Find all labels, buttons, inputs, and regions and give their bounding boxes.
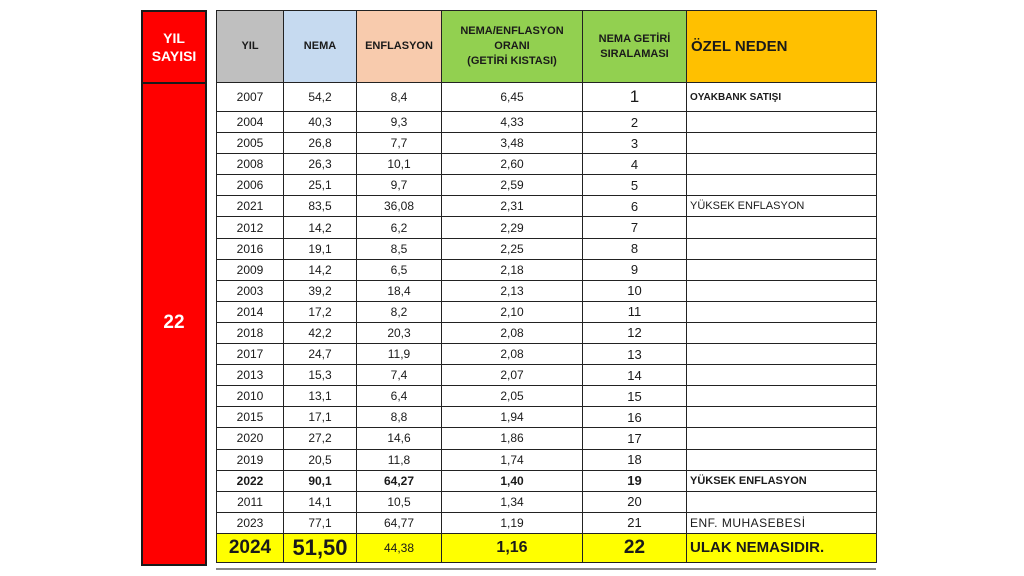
cell-enflasyon: 8,8 xyxy=(357,407,442,428)
cell-ratio: 2,18 xyxy=(442,259,583,280)
cell-nema: 26,8 xyxy=(284,133,357,154)
year-count-value: 22 xyxy=(163,312,185,333)
cell-reason xyxy=(687,175,877,196)
cell-yil: 2019 xyxy=(217,449,284,470)
cell-yil: 2018 xyxy=(217,322,284,343)
cell-rank: 9 xyxy=(583,259,687,280)
table-row xyxy=(217,280,877,301)
cell-enflasyon: 64,27 xyxy=(357,470,442,491)
table-row xyxy=(217,175,877,196)
cell-enflasyon: 10,5 xyxy=(357,491,442,512)
cell-ratio: 2,59 xyxy=(442,175,583,196)
table-row xyxy=(217,217,877,238)
cell-rank: 2 xyxy=(583,112,687,133)
cell-rank: 7 xyxy=(583,217,687,238)
cell-reason xyxy=(687,133,877,154)
cell-reason: ULAK NEMASIDIR. xyxy=(687,533,877,562)
cell-rank: 6 xyxy=(583,196,687,217)
cell-reason xyxy=(687,344,877,365)
cell-enflasyon: 11,9 xyxy=(357,344,442,365)
table-row xyxy=(217,154,877,175)
cell-yil: 2006 xyxy=(217,175,284,196)
year-count-title-line1: YIL xyxy=(163,30,185,46)
cell-reason xyxy=(687,154,877,175)
cell-ratio: 4,33 xyxy=(442,112,583,133)
cell-ratio: 3,48 xyxy=(442,133,583,154)
year-count-column xyxy=(141,10,207,566)
cell-reason: YÜKSEK ENFLASYON xyxy=(687,196,877,217)
table-row xyxy=(217,407,877,428)
cell-ratio: 2,08 xyxy=(442,322,583,343)
table-row xyxy=(217,533,877,562)
table-row xyxy=(217,428,877,449)
cell-nema: 42,2 xyxy=(284,322,357,343)
table-row xyxy=(217,301,877,322)
cell-enflasyon: 7,7 xyxy=(357,133,442,154)
cell-yil: 2020 xyxy=(217,428,284,449)
year-count-title-line2: SAYISI xyxy=(151,48,197,64)
cell-enflasyon: 8,2 xyxy=(357,301,442,322)
cell-nema: 27,2 xyxy=(284,428,357,449)
cell-nema: 17,1 xyxy=(284,407,357,428)
cell-rank: 11 xyxy=(583,301,687,322)
header-ratio-line1: NEMA/ENFLASYON xyxy=(460,25,564,37)
cell-nema: 40,3 xyxy=(284,112,357,133)
cell-nema: 24,7 xyxy=(284,344,357,365)
cell-enflasyon: 9,3 xyxy=(357,112,442,133)
table-row xyxy=(217,386,877,407)
cell-yil: 2022 xyxy=(217,470,284,491)
cell-reason xyxy=(687,301,877,322)
cell-reason xyxy=(687,217,877,238)
cell-ratio: 2,31 xyxy=(442,196,583,217)
cell-ratio: 1,16 xyxy=(442,533,583,562)
cell-ratio: 2,29 xyxy=(442,217,583,238)
cell-nema: 14,1 xyxy=(284,491,357,512)
cell-rank: 20 xyxy=(583,491,687,512)
cell-yil: 2004 xyxy=(217,112,284,133)
cell-yil: 2012 xyxy=(217,217,284,238)
cell-enflasyon: 6,2 xyxy=(357,217,442,238)
header-ratio-line2: ORANI xyxy=(494,40,530,52)
cell-enflasyon: 6,4 xyxy=(357,386,442,407)
cell-yil: 2024 xyxy=(217,533,284,562)
cell-reason: ENF. MUHASEBESİ xyxy=(687,512,877,533)
cell-rank: 5 xyxy=(583,175,687,196)
table-row xyxy=(217,512,877,533)
cell-reason xyxy=(687,407,877,428)
table-row xyxy=(217,196,877,217)
cell-rank: 21 xyxy=(583,512,687,533)
table-row xyxy=(217,83,877,112)
cell-nema: 26,3 xyxy=(284,154,357,175)
table-body xyxy=(217,83,877,563)
cell-rank: 8 xyxy=(583,238,687,259)
cell-ratio: 2,07 xyxy=(442,365,583,386)
cell-ratio: 2,10 xyxy=(442,301,583,322)
table-row xyxy=(217,344,877,365)
cell-ratio: 2,05 xyxy=(442,386,583,407)
table-row xyxy=(217,112,877,133)
cell-enflasyon: 9,7 xyxy=(357,175,442,196)
bottom-divider xyxy=(216,568,876,570)
cell-reason xyxy=(687,491,877,512)
cell-yil: 2007 xyxy=(217,83,284,112)
cell-enflasyon: 36,08 xyxy=(357,196,442,217)
cell-rank: 1 xyxy=(583,83,687,112)
cell-yil: 2013 xyxy=(217,365,284,386)
cell-nema: 39,2 xyxy=(284,280,357,301)
header-reason: ÖZEL NEDEN xyxy=(687,11,877,83)
cell-nema: 20,5 xyxy=(284,449,357,470)
cell-yil: 2005 xyxy=(217,133,284,154)
cell-yil: 2023 xyxy=(217,512,284,533)
cell-enflasyon: 10,1 xyxy=(357,154,442,175)
header-rank-line2: SIRALAMASI xyxy=(600,47,669,60)
table-row xyxy=(217,259,877,280)
header-enflasyon: ENFLASYON xyxy=(357,11,442,83)
cell-nema: 14,2 xyxy=(284,217,357,238)
cell-yil: 2014 xyxy=(217,301,284,322)
header-yil: YIL xyxy=(217,11,284,83)
cell-ratio: 1,40 xyxy=(442,470,583,491)
cell-reason xyxy=(687,280,877,301)
cell-yil: 2016 xyxy=(217,238,284,259)
header-nema: NEMA xyxy=(284,11,357,83)
cell-nema: 17,2 xyxy=(284,301,357,322)
cell-nema: 25,1 xyxy=(284,175,357,196)
cell-rank: 15 xyxy=(583,386,687,407)
header-rank xyxy=(583,11,687,83)
header-ratio xyxy=(442,11,583,83)
cell-rank: 19 xyxy=(583,470,687,491)
cell-reason xyxy=(687,259,877,280)
cell-yil: 2010 xyxy=(217,386,284,407)
header-ratio-line3: (GETİRİ KISTASI) xyxy=(467,55,557,67)
cell-reason xyxy=(687,386,877,407)
cell-reason xyxy=(687,238,877,259)
cell-ratio: 1,94 xyxy=(442,407,583,428)
cell-rank: 13 xyxy=(583,344,687,365)
cell-ratio: 1,19 xyxy=(442,512,583,533)
table-row xyxy=(217,365,877,386)
cell-enflasyon: 7,4 xyxy=(357,365,442,386)
cell-ratio: 1,34 xyxy=(442,491,583,512)
cell-ratio: 1,74 xyxy=(442,449,583,470)
cell-enflasyon: 18,4 xyxy=(357,280,442,301)
table-row xyxy=(217,470,877,491)
cell-enflasyon: 8,4 xyxy=(357,83,442,112)
nema-ranking-table xyxy=(216,10,877,563)
cell-nema: 51,50 xyxy=(284,533,357,562)
cell-yil: 2003 xyxy=(217,280,284,301)
cell-ratio: 2,25 xyxy=(442,238,583,259)
cell-enflasyon: 8,5 xyxy=(357,238,442,259)
header-row xyxy=(217,11,877,83)
cell-yil: 2021 xyxy=(217,196,284,217)
cell-rank: 3 xyxy=(583,133,687,154)
cell-rank: 10 xyxy=(583,280,687,301)
cell-nema: 77,1 xyxy=(284,512,357,533)
cell-reason xyxy=(687,449,877,470)
cell-ratio: 2,60 xyxy=(442,154,583,175)
cell-yil: 2017 xyxy=(217,344,284,365)
table-row xyxy=(217,449,877,470)
table-row xyxy=(217,133,877,154)
header-rank-line1: NEMA GETİRİ xyxy=(598,32,671,45)
cell-reason xyxy=(687,365,877,386)
cell-yil: 2011 xyxy=(217,491,284,512)
table-row xyxy=(217,322,877,343)
cell-nema: 14,2 xyxy=(284,259,357,280)
cell-nema: 13,1 xyxy=(284,386,357,407)
cell-enflasyon: 44,38 xyxy=(357,533,442,562)
cell-rank: 12 xyxy=(583,322,687,343)
cell-yil: 2009 xyxy=(217,259,284,280)
cell-ratio: 2,08 xyxy=(442,344,583,365)
cell-reason: OYAKBANK SATIŞI xyxy=(687,83,877,112)
year-count-header xyxy=(143,12,205,84)
cell-enflasyon: 11,8 xyxy=(357,449,442,470)
cell-ratio: 2,13 xyxy=(442,280,583,301)
cell-enflasyon: 14,6 xyxy=(357,428,442,449)
cell-nema: 19,1 xyxy=(284,238,357,259)
cell-nema: 83,5 xyxy=(284,196,357,217)
cell-rank: 4 xyxy=(583,154,687,175)
cell-nema: 54,2 xyxy=(284,83,357,112)
cell-rank: 16 xyxy=(583,407,687,428)
cell-nema: 15,3 xyxy=(284,365,357,386)
cell-yil: 2015 xyxy=(217,407,284,428)
cell-enflasyon: 6,5 xyxy=(357,259,442,280)
cell-reason: YÜKSEK ENFLASYON xyxy=(687,470,877,491)
cell-enflasyon: 20,3 xyxy=(357,322,442,343)
cell-reason xyxy=(687,112,877,133)
cell-enflasyon: 64,77 xyxy=(357,512,442,533)
table-row xyxy=(217,491,877,512)
cell-rank: 22 xyxy=(583,533,687,562)
cell-ratio: 1,86 xyxy=(442,428,583,449)
cell-rank: 18 xyxy=(583,449,687,470)
cell-reason xyxy=(687,428,877,449)
cell-ratio: 6,45 xyxy=(442,83,583,112)
cell-rank: 14 xyxy=(583,365,687,386)
cell-nema: 90,1 xyxy=(284,470,357,491)
table-row xyxy=(217,238,877,259)
cell-reason xyxy=(687,322,877,343)
cell-rank: 17 xyxy=(583,428,687,449)
cell-yil: 2008 xyxy=(217,154,284,175)
